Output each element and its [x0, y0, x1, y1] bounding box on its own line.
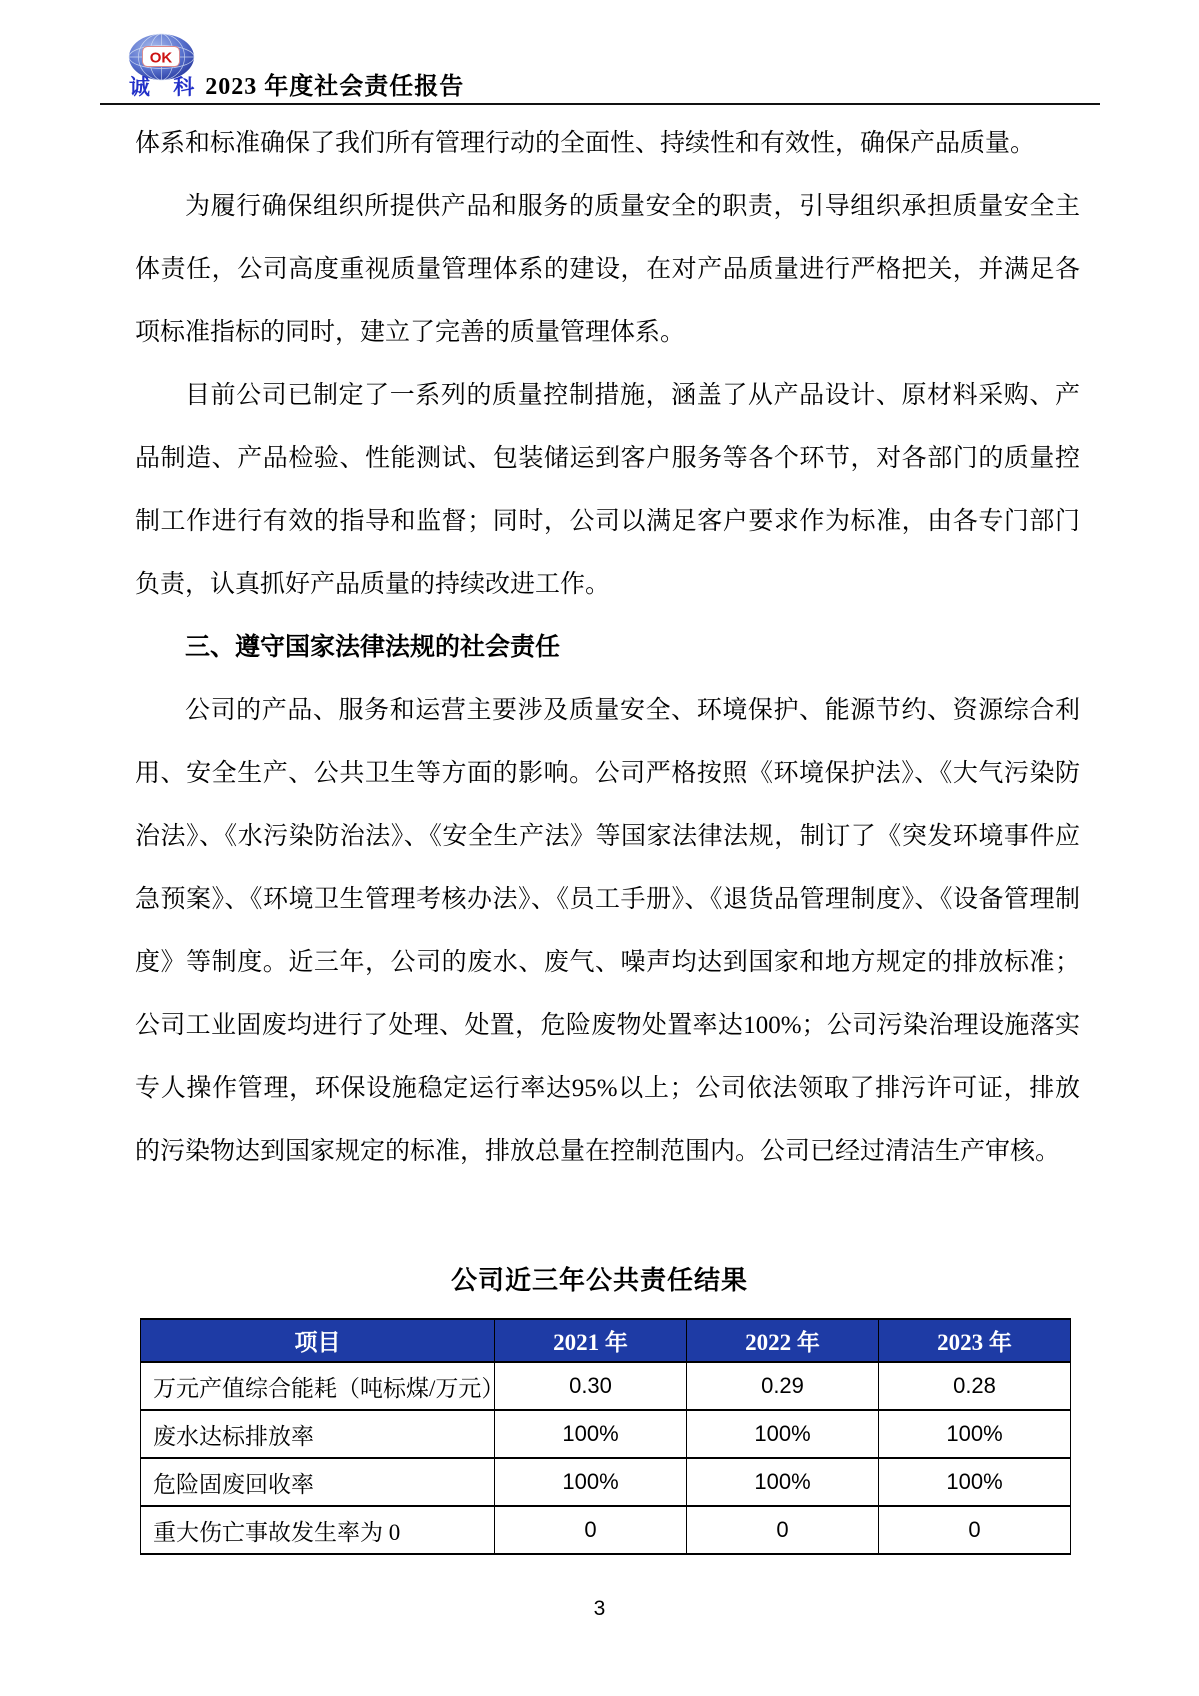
paragraph: 目前公司已制定了一系列的质量控制措施，涵盖了从产品设计、原材料采购、产品制造、产品检验、性能测试、包装储运到客户服务等各个环节，对各部门的质量控制工作进行有效的指导和监督；同时，公司以满足客户要求作为标准，由各专门部门负责，认真抓好产品质量的持续改进工作。 [135, 382, 1080, 598]
row-label: 危险固废回收率 [141, 1458, 495, 1506]
row-label: 废水达标排放率 [141, 1410, 495, 1458]
section-heading: 三、遵守国家法律法规的社会责任 [185, 633, 561, 661]
cell-value: 100% [687, 1410, 879, 1458]
header-text-row [129, 66, 464, 101]
column-header-2023: 2023 年 [879, 1319, 1071, 1362]
table-row [141, 1362, 1071, 1410]
cell-value: 0 [687, 1506, 879, 1554]
row-label: 重大伤亡事故发生率为 0 [141, 1506, 495, 1554]
report-title: 2023 年度社会责任报告 [205, 74, 465, 100]
document-body [135, 112, 1080, 1183]
paragraph: 公司的产品、服务和运营主要涉及质量安全、环境保护、能源节约、资源综合利用、安全生产、公共卫生等方面的影响。公司严格按照《环境保护法》、《大气污染防治法》、《水污染防治法》、《安全生产法》等国家法律法规，制订了《突发环境事件应急预案》、《环境卫生管理考核办法》、《员工手册》、《退货品管理制度》、《设备管理制度》等制度。近三年，公司的废水、废气、噪声均达到国家和地方规定的排放标准；公司工业固废均进行了处理、处置，危险废物处置率达100%；公司污染治理设施落实专人操作管理，环保设施稳定运行率达95%以上；公司依法领取了排污许可证，排放的污染物达到国家规定的标准，排放总量在控制范围内。公司已经过清洁生产审核。 [135, 697, 1080, 1165]
logo-badge-text: OK [149, 49, 173, 67]
page-number: 3 [593, 1597, 606, 1620]
table-header-row [141, 1319, 1071, 1362]
table-row [141, 1410, 1071, 1458]
company-name: 诚 科 [129, 75, 204, 99]
column-header-2021: 2021 年 [495, 1319, 687, 1362]
row-label: 万元产值综合能耗（吨标煤/万元） [141, 1362, 495, 1410]
cell-value: 100% [495, 1410, 687, 1458]
cell-value: 0.29 [687, 1362, 879, 1410]
cell-value: 0.30 [495, 1362, 687, 1410]
cell-value: 0 [495, 1506, 687, 1554]
cell-value: 100% [879, 1410, 1071, 1458]
cell-value: 100% [879, 1458, 1071, 1506]
table-title: 公司近三年公共责任结果 [450, 1266, 748, 1295]
paragraph: 体系和标准确保了我们所有管理行动的全面性、持续性和有效性，确保产品质量。 [135, 130, 1036, 157]
table-row [141, 1506, 1071, 1554]
cell-value: 0.28 [879, 1362, 1071, 1410]
table-row [141, 1458, 1071, 1506]
responsibility-results-table [140, 1318, 1071, 1555]
header-divider [100, 103, 1100, 105]
cell-value: 100% [687, 1458, 879, 1506]
cell-value: 100% [495, 1458, 687, 1506]
cell-value: 0 [879, 1506, 1071, 1554]
column-header-2022: 2022 年 [687, 1319, 879, 1362]
column-header-item: 项目 [141, 1319, 495, 1362]
paragraph: 为履行确保组织所提供产品和服务的质量安全的职责，引导组织承担质量安全主体责任，公司高度重视质量管理体系的建设，在对产品质量进行严格把关，并满足各项标准指标的同时，建立了完善的质量管理体系。 [135, 193, 1080, 346]
